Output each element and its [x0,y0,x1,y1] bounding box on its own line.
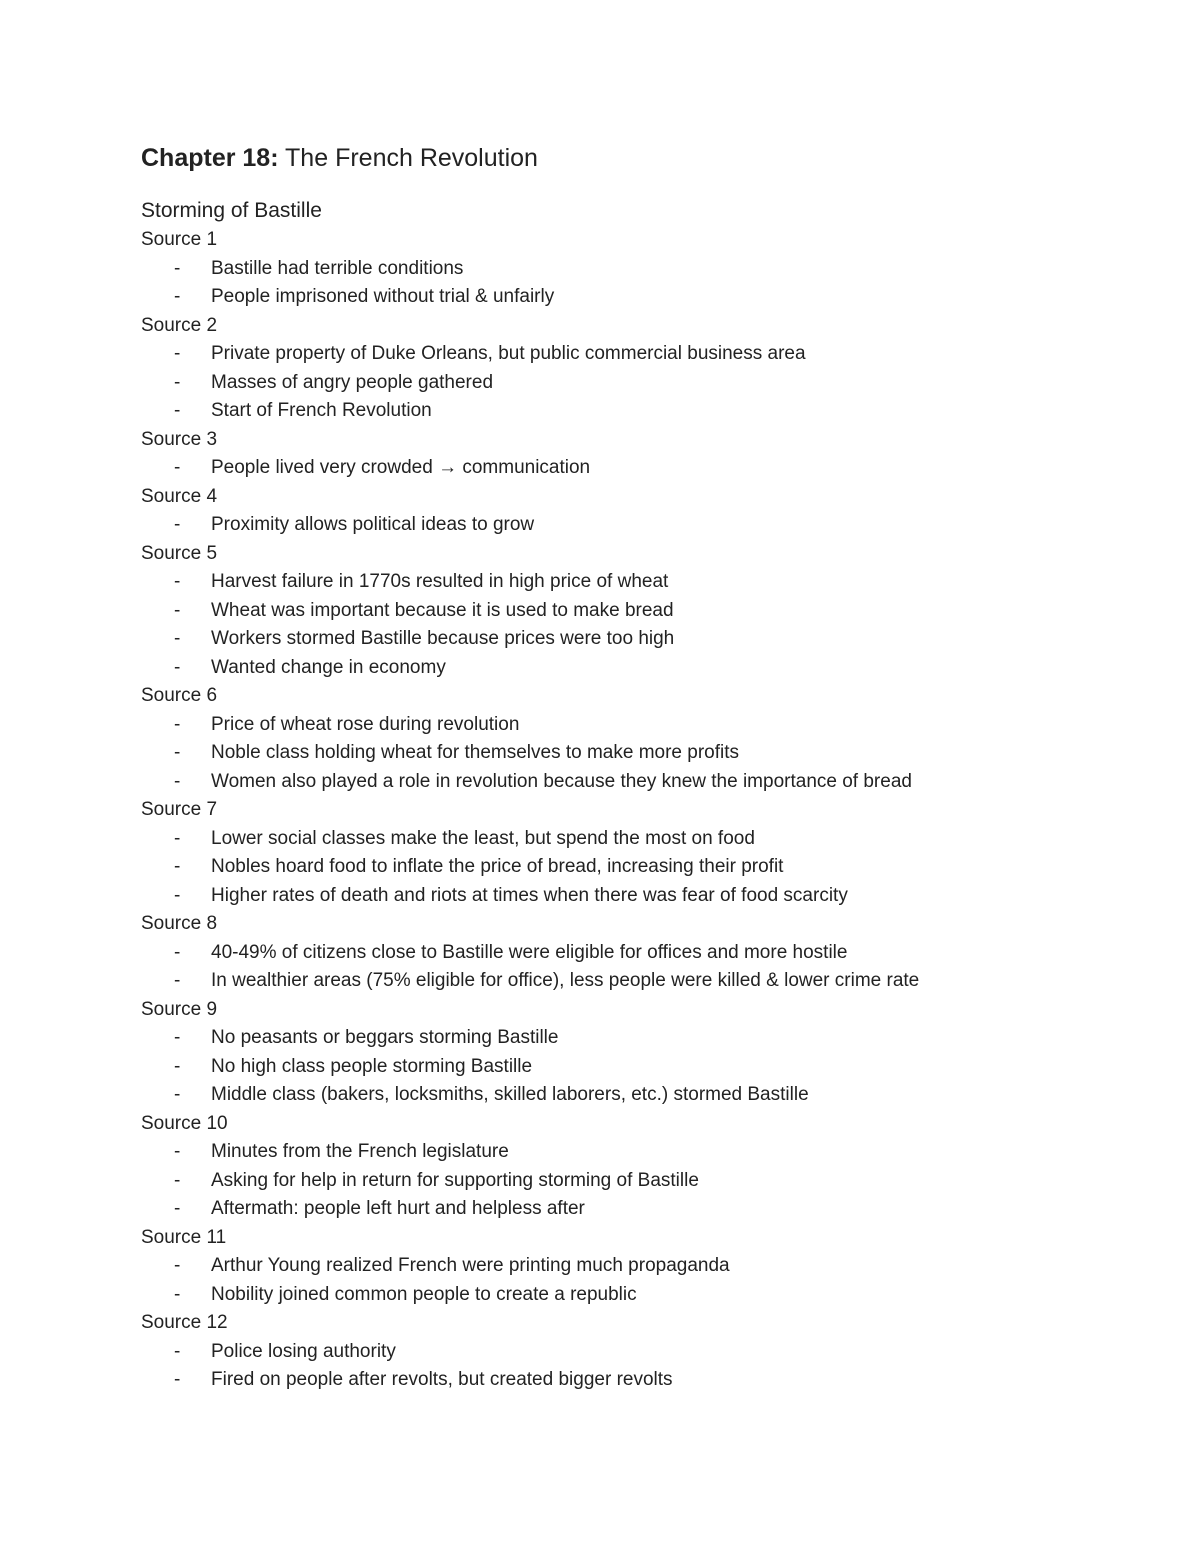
bullet-dash: - [174,656,181,678]
list-item [141,882,1141,911]
bullet-text: In wealthier areas (75% eligible for office), less people were killed & lower crime rate [211,970,920,991]
bullet-list [141,1024,1141,1110]
bullet-text: Price of wheat rose during revolution [211,713,520,735]
source-block [141,1110,1141,1224]
bullet-text: Higher rates of death and riots at times when there was fear of food scarcity [211,884,848,906]
list-item [141,711,1141,740]
list-item [141,340,1141,369]
bullet-dash: - [174,371,181,393]
bullet-list [141,255,1141,312]
source-label: Source 11 [141,1226,227,1248]
bullet-dash: - [174,1027,181,1048]
source-block [141,426,1141,483]
bullet-dash: - [174,1198,181,1219]
bullet-list [141,825,1141,911]
list-item [141,369,1141,398]
list-item [141,283,1141,312]
bullet-dash: - [174,1340,181,1362]
source-label: Source 10 [141,1112,228,1134]
bullet-text: Women also played a role in revolution because they knew the importance of bread [211,770,912,792]
list-item [141,1338,1141,1367]
source-block [141,1224,1141,1310]
list-item [141,454,1141,483]
list-item [141,853,1141,882]
bullet-text: 40-49% of citizens close to Bastille were eligible for offices and more hostile [211,941,848,963]
bullet-dash: - [174,1084,181,1105]
source-block [141,910,1141,996]
bullet-text: Police losing authority [211,1340,396,1362]
bullet-list [141,454,1141,483]
list-item [141,939,1141,968]
section-heading: Storming of Bastille [141,199,322,222]
list-item [141,739,1141,768]
source-label: Source 5 [141,542,218,564]
list-item [141,825,1141,854]
source-block [141,226,1141,312]
bullet-dash: - [174,1055,181,1077]
bullet-text: Bastille had terrible conditions [211,257,464,279]
source-block [141,796,1141,910]
bullet-dash: - [174,257,181,279]
sources-list [141,226,1141,1395]
bullet-dash: - [174,599,181,621]
bullet-text: Nobility joined common people to create a republic [211,1283,637,1305]
bullet-dash: - [174,1141,181,1162]
bullet-text: People lived very crowded → communication [211,457,591,478]
bullet-dash: - [174,1169,181,1191]
list-item [141,1024,1141,1053]
bullet-dash: - [174,856,181,877]
bullet-dash: - [174,770,181,792]
bullet-text: Proximity allows political ideas to grow [211,514,535,535]
bullet-text: No high class people storming Bastille [211,1055,533,1077]
bullet-text: Lower social classes make the least, but spend the most on food [211,827,755,849]
source-label: Source 1 [141,229,218,250]
bullet-text: Middle class (bakers, locksmiths, skilled laborers, etc.) stormed Bastille [211,1084,809,1105]
bullet-dash: - [174,628,181,649]
source-label: Source 3 [141,428,218,450]
source-block [141,682,1141,796]
bullet-text: Wanted change in economy [211,656,446,678]
bullet-text: Minutes from the French legislature [211,1141,509,1162]
bullet-dash: - [174,1369,181,1390]
bullet-text: Aftermath: people left hurt and helpless after [211,1198,585,1219]
bullet-list [141,711,1141,797]
list-item [141,1281,1141,1310]
bullet-dash: - [174,884,181,906]
source-label: Source 2 [141,314,218,336]
bullet-dash: - [174,286,181,307]
list-item [141,768,1141,797]
source-label: Source 7 [141,799,218,820]
source-block [141,996,1141,1110]
list-item [141,511,1141,540]
bullet-dash: - [174,571,181,592]
bullet-dash: - [174,514,181,535]
source-block [141,483,1141,540]
source-label: Source 9 [141,998,218,1020]
list-item [141,654,1141,683]
bullet-text: Private property of Duke Orleans, but public commercial business area [211,343,806,364]
list-item [141,1366,1141,1395]
bullet-dash: - [174,713,181,735]
list-item [141,1053,1141,1082]
list-item [141,625,1141,654]
bullet-list [141,1138,1141,1224]
bullet-text: No peasants or beggars storming Bastille [211,1027,559,1048]
source-label: Source 8 [141,913,218,934]
list-item [141,255,1141,284]
source-label: Source 12 [141,1312,228,1333]
bullet-text: Nobles hoard food to inflate the price of bread, increasing their profit [211,856,784,877]
bullet-text: Harvest failure in 1770s resulted in high price of wheat [211,571,669,592]
bullet-text: Wheat was important because it is used to make bread [211,599,674,621]
source-label: Source 4 [141,485,218,507]
bullet-text: Fired on people after revolts, but created bigger revolts [211,1369,673,1390]
bullet-text: People imprisoned without trial & unfairly [211,286,555,307]
list-item [141,568,1141,597]
bullet-list [141,340,1141,426]
bullet-text: Workers stormed Bastille because prices were too high [211,628,675,649]
bullet-text: Masses of angry people gathered [211,371,494,393]
bullet-dash: - [174,827,181,849]
bullet-dash: - [174,742,181,763]
bullet-text: Arthur Young realized French were printing much propaganda [211,1255,730,1276]
bullet-text: Noble class holding wheat for themselves to make more profits [211,742,740,763]
list-item [141,967,1141,996]
bullet-list [141,1338,1141,1395]
bullet-dash: - [174,457,181,478]
list-item [141,1138,1141,1167]
bullet-dash: - [174,400,181,421]
chapter-number: Chapter 18: [141,144,279,172]
document-page [141,140,1141,1395]
chapter-title: The French Revolution [278,144,538,172]
bullet-text: Asking for help in return for supporting storming of Bastille [211,1169,699,1191]
bullet-list [141,1252,1141,1309]
bullet-list [141,568,1141,682]
list-item [141,1252,1141,1281]
source-block [141,540,1141,683]
list-item [141,1167,1141,1196]
list-item [141,1195,1141,1224]
list-item [141,1081,1141,1110]
bullet-list [141,939,1141,996]
source-block [141,312,1141,426]
list-item [141,597,1141,626]
list-item [141,397,1141,426]
bullet-dash: - [174,1283,181,1305]
bullet-text: Start of French Revolution [211,400,432,421]
bullet-dash: - [174,970,181,991]
bullet-dash: - [174,1255,181,1276]
source-label: Source 6 [141,685,218,706]
bullet-list [141,511,1141,540]
bullet-dash: - [174,941,181,963]
bullet-dash: - [174,343,181,364]
source-block [141,1309,1141,1395]
page-title [141,140,1141,176]
